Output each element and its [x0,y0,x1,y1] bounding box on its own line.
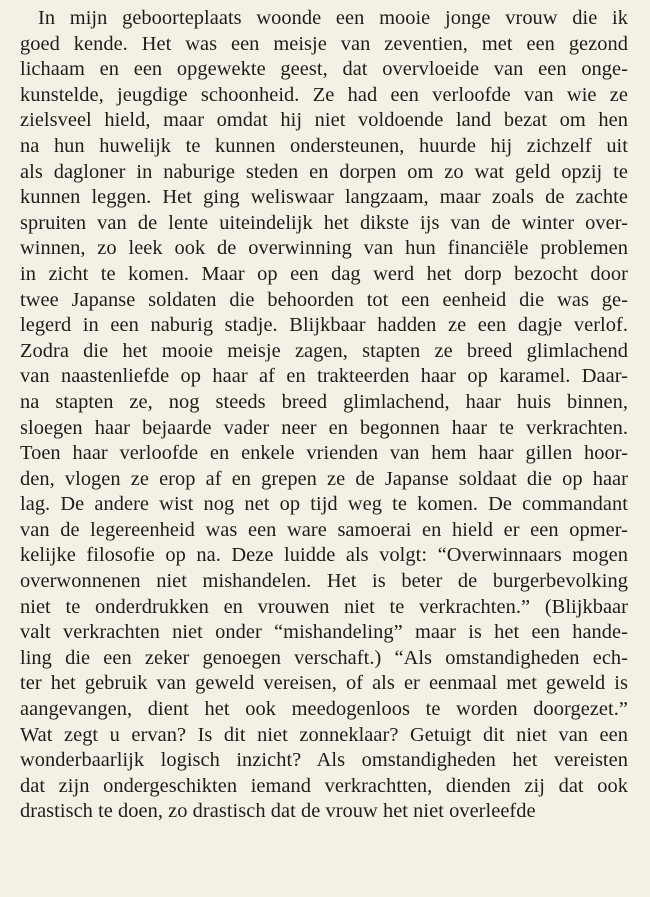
text-line-14: Zodra die het mooie meisje zagen, stapten ze breed glimlachend [20,339,628,362]
text-line-2: goed kende. Het was een meisje van zeventien, met een gezond [20,32,628,55]
text-line-17: sloegen haar bejaarde vader neer en begonnen haar te verkrachten. [20,416,628,439]
text-line-9: spruiten van de lente uiteindelijk het dikste ijs van de winter over- [20,211,628,234]
text-line-11: in zicht te komen. Maar op een dag werd het dorp bezocht door [20,262,628,285]
cropped-line-fragments [60,0,640,3]
text-line-6: na hun huwelijk te kunnen ondersteunen, huurde hij zichzelf uit [20,134,628,157]
text-line-18: Toen haar verloofde en enkele vrienden van hem haar gillen hoor- [20,442,628,465]
text-line-12: twee Japanse soldaten die behoorden tot een eenheid die was ge- [20,288,628,311]
text-line-20: lag. De andere wist nog net op tijd weg te komen. De commandant [20,493,628,516]
text-line-13: legerd in een naburig stadje. Blijkbaar hadden ze een dagje verlof. [20,314,628,337]
text-line-1: In mijn geboorteplaats woonde een mooie jonge vrouw die ik [38,7,628,29]
text-line-8: kunnen leggen. Het ging weliswaar langzaam, maar zoals de zachte [20,186,628,209]
text-line-16: na stapten ze, nog steeds breed glimlachend, haar huis binnen, [20,390,628,413]
text-line-5: zielsveel hield, maar omdat hij niet voldoende land bezat om hen [20,109,628,132]
text-line-31: dat zijn ondergeschikten iemand verkrachtten, dienden zij dat ook [20,774,628,797]
text-line-10: winnen, zo leek ook de overwinning van hun financiële problemen [20,237,628,260]
text-line-23: overwonnenen niet mishandelen. Het is beter de burgerbevolking [20,570,628,593]
text-line-19: den, vlogen ze erop af en grepen ze de Japanse soldaat die op haar [20,467,628,490]
text-line-26: ling die een zeker genoegen verschaft.) “Als omstandigheden ech- [20,646,628,669]
text-line-28: aangevangen, dient het ook meedogenloos te worden doorgezet.” [20,698,628,721]
text-line-27: ter het gebruik van geweld vereisen, of als er eenmaal met geweld is [20,672,628,695]
text-line-30: wonderbaarlijk logisch inzicht? Als omstandigheden het vereisten [20,749,628,772]
text-line-32: drastisch te doen, zo drastisch dat de vrouw het niet overleefde [20,800,536,823]
cropped-previous-line [60,0,640,3]
text-line-7: als dagloner in naburige steden en dorpen om zo wat geld opzij te [20,160,628,183]
text-line-22: kelijke filosofie op na. Deze luidde als volgt: “Overwinnaars mogen [20,544,628,567]
text-line-3: lichaam en een opgewekte geest, dat overvloeide van een onge- [20,58,628,81]
text-line-21: van de legereenheid was een ware samoerai en hield er een opmer- [20,518,628,541]
text-line-15: van naastenliefde op haar af en trakteerden haar op karamel. Daar- [20,365,628,388]
text-line-4: kunstelde, jeugdige schoonheid. Ze had een verloofde van wie ze [20,83,628,106]
text-line-25: valt verkrachten niet onder “mishandeling” maar is het een hande- [20,621,628,644]
body-text [20,6,628,825]
text-line-29: Wat zegt u ervan? Is dit niet zonneklaar? Getuigt dit niet van een [20,723,628,746]
text-line-24: niet te onderdrukken en vrouwen niet te verkrachten.” (Blijkbaar [20,595,628,618]
